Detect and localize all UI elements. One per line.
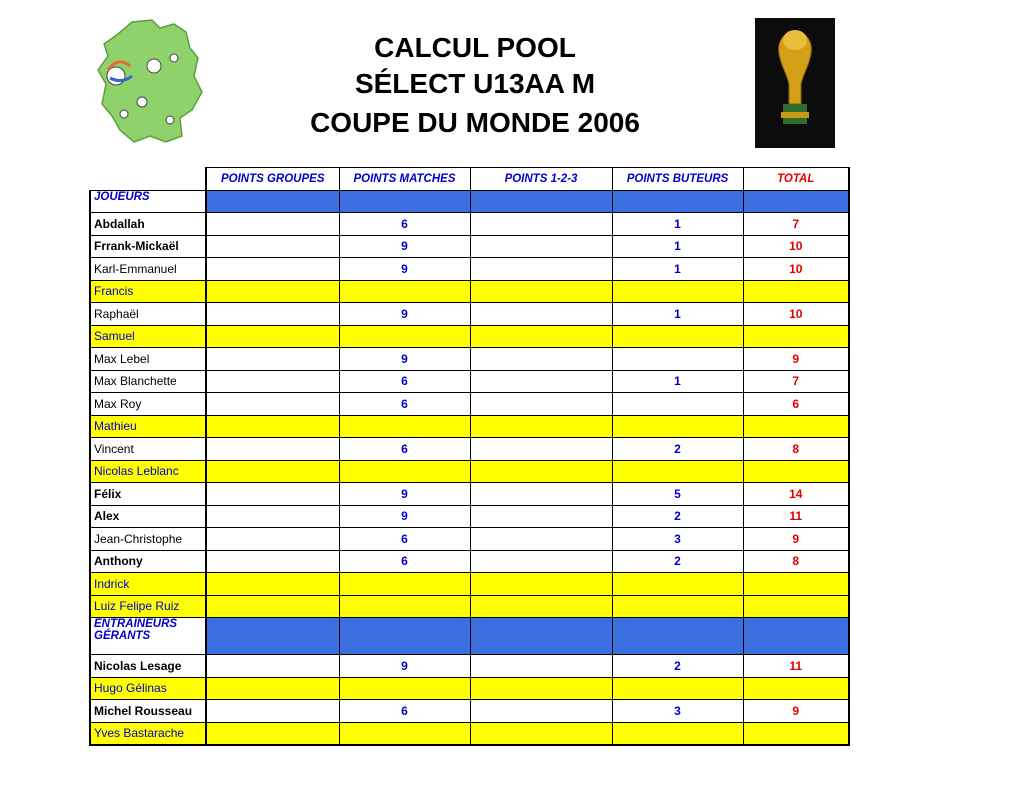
cell-groupes	[206, 595, 339, 618]
cell-matches: 6	[339, 528, 470, 551]
cell-matches: 9	[339, 348, 470, 371]
section-cell	[743, 618, 849, 655]
cell-buteurs: 2	[612, 438, 743, 461]
cell-groupes	[206, 415, 339, 438]
cell-groupes	[206, 677, 339, 700]
table-row	[90, 573, 849, 596]
cell-name: Yves Bastarache	[90, 722, 206, 745]
cell-matches: 9	[339, 505, 470, 528]
table-row	[90, 393, 849, 416]
table-row	[90, 415, 849, 438]
cell-p123	[470, 258, 612, 281]
cell-name: Samuel	[90, 325, 206, 348]
cell-groupes	[206, 280, 339, 303]
cell-matches	[339, 325, 470, 348]
col-points-groupes: POINTS GROUPES	[206, 168, 339, 191]
table-row	[90, 325, 849, 348]
cell-total	[743, 415, 849, 438]
cell-p123	[470, 722, 612, 745]
cell-name: Félix	[90, 483, 206, 506]
table-row	[90, 438, 849, 461]
table-row	[90, 213, 849, 236]
cell-total	[743, 460, 849, 483]
cell-name: Francis	[90, 280, 206, 303]
cell-buteurs	[612, 460, 743, 483]
cell-buteurs	[612, 415, 743, 438]
cell-total: 9	[743, 700, 849, 723]
section-cell	[743, 190, 849, 213]
cell-groupes	[206, 722, 339, 745]
cell-total	[743, 573, 849, 596]
cell-name: Luiz Felipe Ruiz	[90, 595, 206, 618]
cell-groupes	[206, 460, 339, 483]
cell-name: Jean-Christophe	[90, 528, 206, 551]
cell-groupes	[206, 213, 339, 236]
cell-buteurs	[612, 722, 743, 745]
cell-groupes	[206, 325, 339, 348]
cell-buteurs	[612, 393, 743, 416]
section-cell	[339, 618, 470, 655]
cell-name: Mathieu	[90, 415, 206, 438]
cell-name: Alex	[90, 505, 206, 528]
cell-p123	[470, 655, 612, 678]
col-points-buteurs: POINTS BUTEURS	[612, 168, 743, 191]
section-cell	[612, 190, 743, 213]
section-cell	[206, 618, 339, 655]
cell-buteurs: 5	[612, 483, 743, 506]
cell-total: 11	[743, 655, 849, 678]
cell-groupes	[206, 235, 339, 258]
cell-total: 6	[743, 393, 849, 416]
cell-matches: 6	[339, 700, 470, 723]
table-row	[90, 303, 849, 326]
section-cell	[470, 190, 612, 213]
cell-matches: 9	[339, 258, 470, 281]
cell-name: Nicolas Lesage	[90, 655, 206, 678]
cell-p123	[470, 303, 612, 326]
cell-name: Vincent	[90, 438, 206, 461]
cell-name: Raphaël	[90, 303, 206, 326]
table-row	[90, 595, 849, 618]
players-body	[90, 213, 849, 618]
section-label-joueurs: JOUEURS	[90, 190, 206, 213]
col-points-matches: POINTS MATCHES	[339, 168, 470, 191]
cell-p123	[470, 370, 612, 393]
cell-total: 7	[743, 213, 849, 236]
cell-buteurs: 3	[612, 700, 743, 723]
cell-name: Karl-Emmanuel	[90, 258, 206, 281]
table-row	[90, 677, 849, 700]
cell-buteurs	[612, 280, 743, 303]
cell-total: 9	[743, 528, 849, 551]
cell-p123	[470, 483, 612, 506]
cell-p123	[470, 573, 612, 596]
cell-groupes	[206, 528, 339, 551]
cell-matches	[339, 595, 470, 618]
cell-groupes	[206, 573, 339, 596]
cell-name: Max Blanchette	[90, 370, 206, 393]
cell-p123	[470, 700, 612, 723]
cell-groupes	[206, 550, 339, 573]
cell-groupes	[206, 258, 339, 281]
cell-groupes	[206, 348, 339, 371]
cell-buteurs: 1	[612, 258, 743, 281]
cell-groupes	[206, 303, 339, 326]
table-row	[90, 483, 849, 506]
cell-name: Frrank-Mickaël	[90, 235, 206, 258]
cell-matches	[339, 722, 470, 745]
cell-p123	[470, 505, 612, 528]
cell-buteurs	[612, 595, 743, 618]
cell-p123	[470, 460, 612, 483]
cell-buteurs	[612, 325, 743, 348]
table-row	[90, 280, 849, 303]
cell-matches: 6	[339, 550, 470, 573]
section-cell	[612, 618, 743, 655]
cell-buteurs: 2	[612, 550, 743, 573]
cell-matches: 9	[339, 235, 470, 258]
section-label-staff-line2: GÉRANTS	[94, 630, 151, 642]
section-label-staff-line1: ENTRAINEURS	[94, 618, 178, 630]
cell-name: Anthony	[90, 550, 206, 573]
cell-groupes	[206, 505, 339, 528]
cell-total: 9	[743, 348, 849, 371]
cell-total: 10	[743, 303, 849, 326]
section-label-entraineurs	[90, 618, 206, 655]
germany-map-logo	[94, 18, 206, 146]
cell-total	[743, 325, 849, 348]
cell-p123	[470, 235, 612, 258]
col-points-1-2-3: POINTS 1-2-3	[470, 168, 612, 191]
cell-p123	[470, 550, 612, 573]
cell-total: 8	[743, 550, 849, 573]
cell-total	[743, 280, 849, 303]
cell-buteurs: 1	[612, 370, 743, 393]
cell-total: 8	[743, 438, 849, 461]
col-total: TOTAL	[743, 168, 849, 191]
table-row	[90, 528, 849, 551]
cell-total	[743, 722, 849, 745]
cell-p123	[470, 415, 612, 438]
table-row	[90, 348, 849, 371]
cell-total: 11	[743, 505, 849, 528]
cell-matches	[339, 280, 470, 303]
header-blank	[90, 168, 206, 191]
cell-groupes	[206, 438, 339, 461]
cell-groupes	[206, 393, 339, 416]
table-row	[90, 460, 849, 483]
cell-name: Max Lebel	[90, 348, 206, 371]
cell-buteurs	[612, 677, 743, 700]
title-line-2: SÉLECT U13AA M	[354, 68, 596, 99]
cell-total: 10	[743, 258, 849, 281]
cell-matches	[339, 677, 470, 700]
cell-buteurs: 2	[612, 505, 743, 528]
cell-name: Abdallah	[90, 213, 206, 236]
cell-name: Nicolas Leblanc	[90, 460, 206, 483]
table-row	[90, 655, 849, 678]
cell-matches: 6	[339, 438, 470, 461]
table-row	[90, 258, 849, 281]
cell-groupes	[206, 655, 339, 678]
cell-groupes	[206, 700, 339, 723]
pool-table	[89, 167, 850, 746]
cell-matches: 6	[339, 393, 470, 416]
cell-p123	[470, 280, 612, 303]
cell-groupes	[206, 370, 339, 393]
cell-p123	[470, 325, 612, 348]
cell-p123	[470, 438, 612, 461]
cell-name: Max Roy	[90, 393, 206, 416]
cell-name: Hugo Gélinas	[90, 677, 206, 700]
table-row	[90, 700, 849, 723]
cell-p123	[470, 393, 612, 416]
cell-total	[743, 595, 849, 618]
title-line-3: COUPE DU MONDE 2006	[310, 107, 640, 138]
cell-buteurs: 3	[612, 528, 743, 551]
title-line-1: CALCUL POOL	[374, 32, 576, 63]
cell-p123	[470, 677, 612, 700]
cell-matches: 9	[339, 483, 470, 506]
table-row	[90, 505, 849, 528]
cell-matches	[339, 573, 470, 596]
table-row	[90, 722, 849, 745]
cell-name: Michel Rousseau	[90, 700, 206, 723]
staff-body	[90, 655, 849, 746]
section-row-entraineurs	[90, 618, 849, 655]
cell-p123	[470, 595, 612, 618]
section-row-joueurs	[90, 190, 849, 213]
section-cell	[470, 618, 612, 655]
cell-name: Indrick	[90, 573, 206, 596]
table-row	[90, 235, 849, 258]
table-row	[90, 550, 849, 573]
header-row	[90, 168, 849, 191]
cell-buteurs: 2	[612, 655, 743, 678]
section-cell	[339, 190, 470, 213]
cell-total	[743, 677, 849, 700]
table-row	[90, 370, 849, 393]
cell-matches: 6	[339, 213, 470, 236]
cell-matches: 9	[339, 655, 470, 678]
cell-matches: 9	[339, 303, 470, 326]
cell-groupes	[206, 483, 339, 506]
cell-buteurs	[612, 573, 743, 596]
cell-matches	[339, 415, 470, 438]
world-cup-trophy-image	[755, 18, 835, 148]
cell-p123	[470, 213, 612, 236]
cell-matches	[339, 460, 470, 483]
cell-p123	[470, 348, 612, 371]
cell-buteurs	[612, 348, 743, 371]
cell-buteurs: 1	[612, 213, 743, 236]
cell-matches: 6	[339, 370, 470, 393]
cell-total: 7	[743, 370, 849, 393]
cell-buteurs: 1	[612, 303, 743, 326]
cell-total: 10	[743, 235, 849, 258]
cell-p123	[470, 528, 612, 551]
cell-total: 14	[743, 483, 849, 506]
cell-buteurs: 1	[612, 235, 743, 258]
section-cell	[206, 190, 339, 213]
